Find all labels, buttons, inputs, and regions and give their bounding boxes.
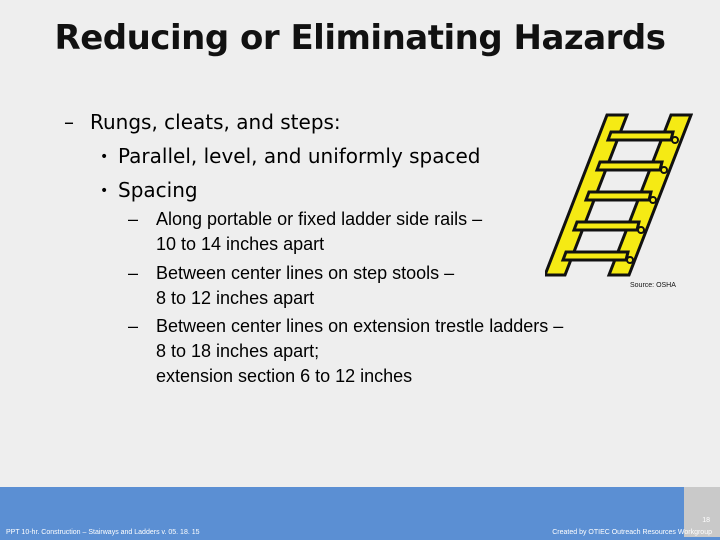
page-number: 18 <box>702 517 710 524</box>
main-point-text: Rungs, cleats, and steps: <box>90 110 341 134</box>
spacing-item <box>128 314 563 389</box>
bullet-marker: • <box>100 183 109 199</box>
footer-bar <box>0 487 720 540</box>
image-source-caption: Source: OSHA <box>630 282 676 289</box>
spacing-item-line: 8 to 18 inches apart; <box>156 341 320 361</box>
spacing-item <box>128 261 454 311</box>
bullet-item <box>100 178 198 202</box>
spacing-item-line: Along portable or fixed ladder side rails – <box>156 209 483 229</box>
spacing-item-line: 8 to 12 inches apart <box>156 288 315 308</box>
spacing-item <box>128 207 482 257</box>
dash-marker: – <box>128 263 139 283</box>
main-point <box>64 110 341 134</box>
spacing-item-line: Between center lines on extension trestle ladders – <box>156 316 564 336</box>
bullet-marker: • <box>100 149 109 165</box>
spacing-item-line: extension section 6 to 12 inches <box>156 366 413 386</box>
dash-marker: – <box>128 209 139 229</box>
bullet-item <box>100 144 481 168</box>
dash-marker: – <box>64 110 74 134</box>
ladder-icon <box>545 110 693 280</box>
footer-course-title: PPT 10-hr. Construction – Stairways and Ladders v. 05. 18. 15 <box>6 529 200 536</box>
spacing-item-line: Between center lines on step stools – <box>156 263 455 283</box>
bullet-text: Parallel, level, and uniformly spaced <box>118 144 481 168</box>
dash-marker: – <box>128 316 139 336</box>
footer-credit: Created by OTIEC Outreach Resources Workgroup <box>552 529 712 536</box>
spacing-item-line: 10 to 14 inches apart <box>156 234 325 254</box>
bullet-text: Spacing <box>118 178 198 202</box>
slide-title: Reducing or Eliminating Hazards <box>54 18 666 58</box>
